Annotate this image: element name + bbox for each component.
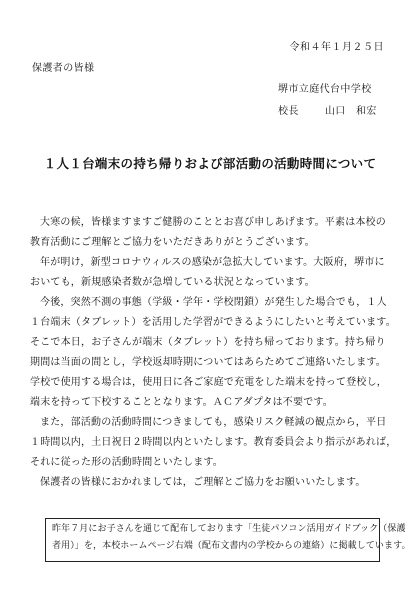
principal-name: 山口 和宏 [324, 106, 377, 117]
school-name: 堺市立庭代台中学校 [278, 84, 372, 95]
body-line: 期間は当面の間とし，学校返却時期についてはあらためてご連絡いたします。 [30, 357, 386, 368]
body-line: それに従った形の活動時間といたします。 [30, 457, 223, 468]
body-line: また，部活動の活動時間につきましても，感染リスク軽減の観点から，平日 [40, 417, 387, 428]
body-line: 教育活動にご理解とご協力をいただきありがとうございます。 [30, 237, 315, 248]
body-line: １台端末（タブレット）を活用した学習ができるようにしたいと考えています。 [30, 317, 396, 328]
body-line: 端末を持って下校することとなります。ＡＣアダプタは不要です。 [30, 397, 333, 408]
body-line: 学校で使用する場合は，使用日に各ご家庭で充電をした端末を持って登校し， [30, 377, 387, 388]
letter-date: 令和４年１月２５日 [289, 42, 384, 53]
body-line: 保護者の皆様におかれましては，ご理解とご協力をお願いいたします。 [40, 477, 366, 488]
document-title: １人１台端末の持ち帰りおよび部活動の活動時間について [43, 156, 377, 171]
body-line: 年が明け，新型コロナウィルスの感染が急拡大しています。大阪府，堺市に [40, 257, 385, 268]
notice-line: 者用）」を，本校ホームページ右端（配布文書内の学校からの連絡）に掲載しています。 [52, 541, 411, 551]
body-line: 今後，突然不測の事態（学級・学年・学校閉鎖）が発生した場合でも，１人 [40, 297, 387, 308]
sender-block [278, 85, 377, 119]
principal-title: 校長 [278, 106, 299, 117]
notice-box [45, 518, 411, 562]
principal-line [278, 107, 377, 119]
body-line: そこで本日，お子さんが端末（タブレット）を持ち帰っております。持ち帰り [30, 337, 386, 348]
notice-line: 昨年７月にお子さんを通じて配布しております「生徒パソコン活用ガイドブック（保護 [52, 524, 406, 534]
body-line: 大寒の候，皆様ますますご健勝のこととお喜び申しあげます。平素は本校の [40, 217, 386, 228]
body-line: おいても，新規感染者数が急増している状況となっています。 [30, 277, 315, 288]
recipient-salutation: 保護者の皆様 [32, 63, 95, 74]
body-line: １時間以内，土日祝日２時間以内といたします。教育委員会より指示があれば， [30, 437, 397, 448]
letter-body [30, 216, 400, 496]
